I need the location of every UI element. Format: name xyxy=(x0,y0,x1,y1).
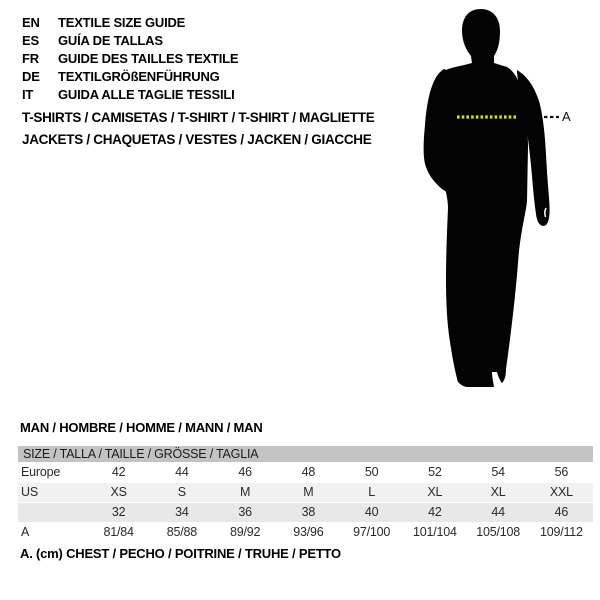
language-code: FR xyxy=(22,51,39,66)
table-cell: 46 xyxy=(554,505,569,519)
language-label: GUIDE DES TAILLES TEXTILE xyxy=(58,51,239,66)
language-row xyxy=(22,32,238,50)
category-block xyxy=(22,107,374,151)
table-cell: 101/104 xyxy=(412,525,457,539)
table-cell: XL xyxy=(427,485,443,499)
table-row-europe xyxy=(18,463,593,482)
table-cell: 32 xyxy=(111,505,126,519)
row-label: US xyxy=(21,485,38,499)
language-label: GUÍA DE TALLAS xyxy=(58,33,163,48)
table-cell: 105/108 xyxy=(476,525,521,539)
table-cell: 89/92 xyxy=(229,525,261,539)
language-label: TEXTILGRÖßENFÜHRUNG xyxy=(58,69,220,84)
table-cell: L xyxy=(368,485,375,499)
table-cell: 93/96 xyxy=(293,525,324,539)
table-cell: 42 xyxy=(111,465,126,479)
row-label xyxy=(18,503,87,522)
language-row xyxy=(22,86,238,104)
man-silhouette-svg xyxy=(415,5,575,390)
table-cell: 46 xyxy=(238,465,252,479)
table-cell: 50 xyxy=(364,465,379,479)
language-code: ES xyxy=(22,33,39,48)
size-table xyxy=(18,446,593,542)
language-code: IT xyxy=(22,87,34,102)
table-row-uk xyxy=(18,502,593,522)
language-label: TEXTILE SIZE GUIDE xyxy=(58,15,186,30)
table-cell: 44 xyxy=(175,465,189,479)
table-cell: 36 xyxy=(238,505,252,519)
section-title: MAN / HOMBRE / HOMME / MANN / MAN xyxy=(20,420,263,435)
table-cell: 56 xyxy=(554,465,569,479)
measurement-figure xyxy=(415,5,595,395)
language-label: GUIDA ALLE TAGLIE TESSILI xyxy=(58,87,235,102)
table-cell: 54 xyxy=(491,465,505,479)
table-cell: 38 xyxy=(301,505,316,519)
size-table-header: SIZE / TALLA / TAILLE / GRÖSSE / TAGLIA xyxy=(18,446,593,462)
table-cell: 81/84 xyxy=(103,525,134,539)
table-row-us xyxy=(18,482,593,502)
table-cell: 40 xyxy=(364,505,379,519)
row-label: Europe xyxy=(21,465,61,479)
measure-label-a: A xyxy=(562,109,571,124)
table-cell: 52 xyxy=(428,465,442,479)
language-title-block xyxy=(22,14,238,104)
language-code: DE xyxy=(22,69,40,84)
table-cell: 85/88 xyxy=(166,525,198,539)
table-cell: 34 xyxy=(175,505,189,519)
man-body xyxy=(435,9,528,387)
row-label: A xyxy=(21,525,30,539)
table-cell: 44 xyxy=(491,505,505,519)
table-cell: S xyxy=(177,485,186,499)
table-cell: 97/100 xyxy=(353,525,391,539)
language-row xyxy=(22,50,238,68)
table-cell: 42 xyxy=(428,505,442,519)
table-cell: XXL xyxy=(549,485,573,499)
category-line-jackets: JACKETS / CHAQUETAS / VESTES / JACKEN / GIACCHE xyxy=(22,132,372,147)
table-cell: 48 xyxy=(301,465,316,479)
table-cell: M xyxy=(240,485,251,499)
table-cell: XS xyxy=(110,485,127,499)
table-row-chest-a xyxy=(18,522,593,542)
language-row xyxy=(22,68,238,86)
language-row xyxy=(22,14,238,32)
table-cell: XL xyxy=(490,485,506,499)
category-line-tshirts: T-SHIRTS / CAMISETAS / T-SHIRT / T-SHIRT / MAGLIETTE xyxy=(22,110,375,125)
table-cell: 109/112 xyxy=(539,525,583,539)
table-cell: M xyxy=(303,485,314,499)
footnote-chest-legend: A. (cm) CHEST / PECHO / POITRINE / TRUHE / PETTO xyxy=(20,546,341,561)
language-code: EN xyxy=(22,15,40,30)
